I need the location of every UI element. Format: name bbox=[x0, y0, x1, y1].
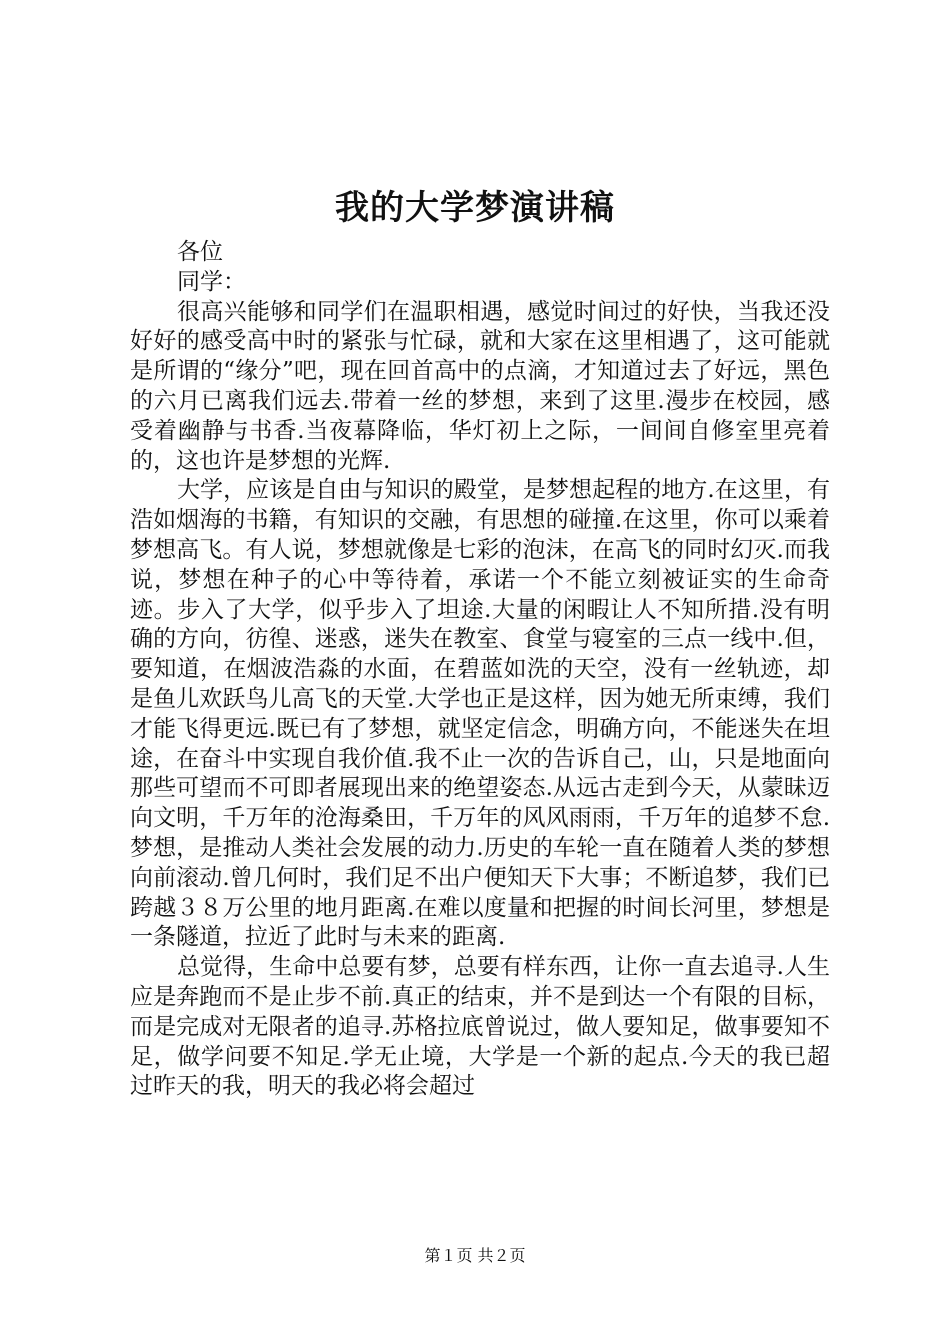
salutation-line-2: 同学： bbox=[177, 268, 246, 295]
salutation-line-1: 各位 bbox=[177, 239, 223, 265]
body-paragraph-3: 总觉得，生命中总要有梦，总要有样东西，让你一直去追寻.人生应是奔跑而不是止步不前.真正的结束，并不是到达一个有限的目标，而是完成对无限者的追寻.苏格拉底曾说过，做人要知足，做事要知不足，做学问要不知足.学无止境，大学是一个新的起点.今天的我已超过昨天的我，明天的我必将会超过 bbox=[130, 954, 830, 1100]
body-paragraph-1: 很高兴能够和同学们在温职相遇，感觉时间过的好快，当我还没好好的感受高中时的紧张与忙碌，就和大家在这里相遇了，这可能就是所谓的“缘分”吧，现在回首高中的点滴，才知道过去了好远，黑色的六月已离我们远去.带着一丝的梦想，来到了这里.漫步在校园，感受着幽静与书香.当夜幕降临，华灯初上之际，一间间自修室里亮着的，这也许是梦想的光辉. bbox=[130, 298, 830, 474]
body-paragraph-2: 大学，应该是自由与知识的殿堂，是梦想起程的地方.在这里，有浩如烟海的书籍，有知识的交融，有思想的碰撞.在这里，你可以乘着梦想高飞。有人说，梦想就像是七彩的泡沫，在高飞的同时幻灭.而我说，梦想在种子的心中等待着，承诺一个不能立刻被证实的生命奇迹。步入了大学，似乎步入了坦途.大量的闲暇让人不知所措.没有明确的方向，彷徨、迷惑，迷失在教室、食堂与寝室的三点一线中.但，要知道，在烟波浩淼的水面，在碧蓝如洗的天空，没有一丝轨迹，却是鱼儿欢跃鸟儿高飞的天堂.大学也正是这样，因为她无所束缚，我们才能飞得更远.既已有了梦想，就坚定信念，明确方向，不能迷失在坦途，在奋斗中实现自我价值.我不止一次的告诉自己，山，只是地面向那些可望而不可即者展现出来的绝望姿态.从远古走到今天，从蒙昧迈向文明，千万年的沧海桑田，千万年的风风雨雨，千万年的追梦不怠.梦想，是推动人类社会发展的动力.历史的车轮一直在随着人类的梦想向前滚动.曾几何时，我们足不出户便知天下大事；不断追梦，我们已跨越３８万公里的地月距离.在难以度量和把握的时间长河里，梦想是一条隧道，拉近了此时与未来的距离. bbox=[130, 477, 830, 951]
document-body bbox=[130, 238, 830, 1102]
page-number-footer: 第１页 共２页 bbox=[424, 1246, 526, 1265]
document-title: 我的大学梦演讲稿 bbox=[335, 188, 615, 228]
